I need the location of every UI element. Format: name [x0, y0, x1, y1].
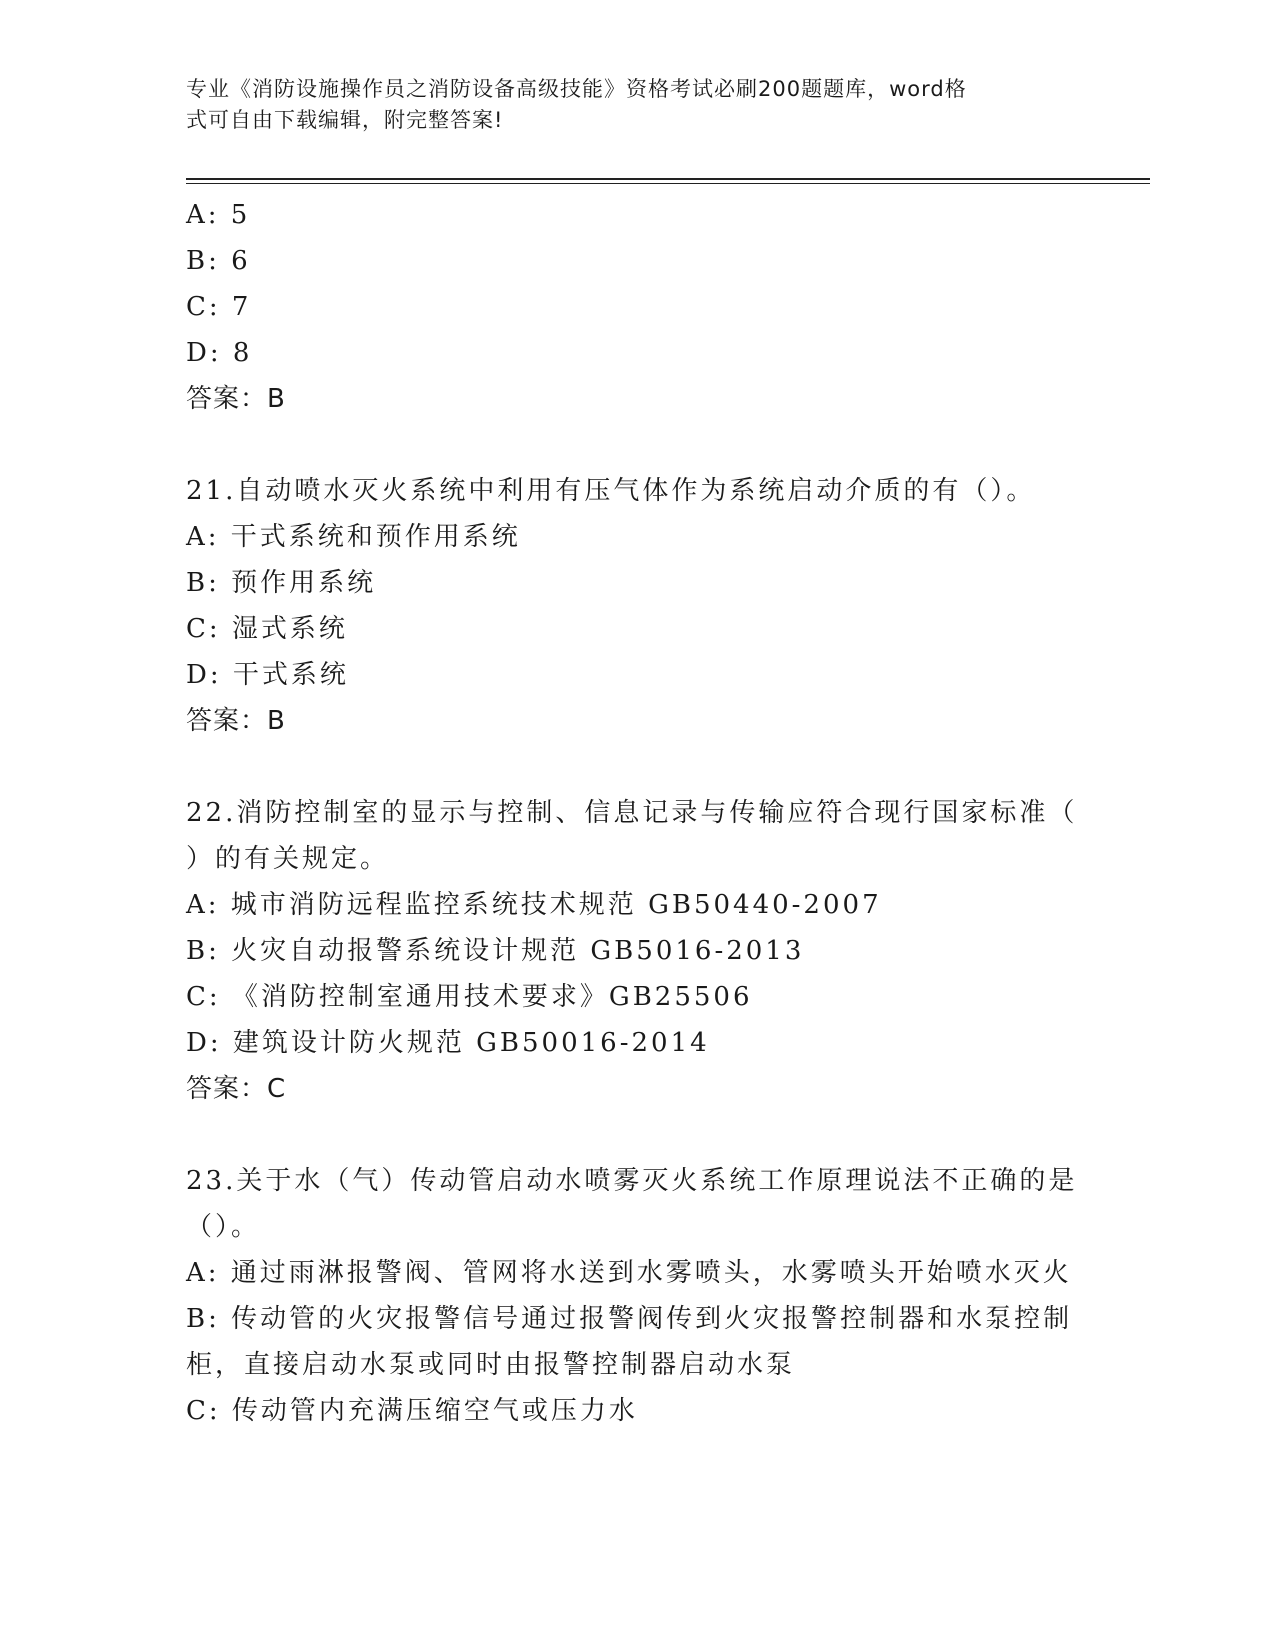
q22-question-line-1: 22.消防控制室的显示与控制、信息记录与传输应符合现行国家标准（: [186, 798, 1078, 828]
header-divider-thin: [186, 183, 1150, 184]
q22-option-d: D: 建筑设计防火规范 GB50016-2014: [186, 1028, 710, 1058]
q23-option-b-line-1: B: 传动管的火灾报警信号通过报警阀传到火灾报警控制器和水泵控制: [186, 1304, 1073, 1334]
q23-option-a: A: 通过雨淋报警阀、管网将水送到水雾喷头，水雾喷头开始喷水灭火: [186, 1258, 1072, 1288]
q23-option-c: C: 传动管内充满压缩空气或压力水: [186, 1396, 638, 1426]
prev-option-b: B: 6: [186, 246, 251, 276]
q21-question: 21.自动喷水灭火系统中利用有压气体作为系统启动介质的有（）。: [186, 476, 1036, 506]
prev-option-d: D: 8: [186, 338, 253, 368]
header-line-1: 专业《消防设施操作员之消防设备高级技能》资格考试必刷200题题库，word格: [186, 77, 967, 101]
q21-answer: 答案：B: [186, 706, 286, 736]
q22-option-a: A: 城市消防远程监控系统技术规范 GB50440-2007: [186, 890, 882, 920]
q22-question-line-2: ）的有关规定。: [186, 844, 390, 874]
q21-option-b: B: 预作用系统: [186, 568, 377, 598]
question-content: [186, 192, 1086, 1434]
q21-option-a: A: 干式系统和预作用系统: [186, 522, 521, 552]
prev-option-a: A: 5: [186, 200, 251, 230]
q23-question-line-2: （）。: [186, 1212, 261, 1242]
header-line-2: 式可自由下载编辑，附完整答案!: [186, 108, 504, 132]
prev-option-c: C: 7: [186, 292, 252, 322]
q23-option-b-line-2: 柜，直接启动水泵或同时由报警控制器启动水泵: [186, 1350, 796, 1380]
prev-answer: 答案：B: [186, 384, 286, 414]
q22-option-b: B: 火灾自动报警系统设计规范 GB5016-2013: [186, 936, 805, 966]
q22-answer: 答案：C: [186, 1074, 287, 1104]
q21-option-c: C: 湿式系统: [186, 614, 348, 644]
q23-question-line-1: 23.关于水（气）传动管启动水喷雾灭火系统工作原理说法不正确的是: [186, 1166, 1078, 1196]
q21-option-d: D: 干式系统: [186, 660, 349, 690]
header-divider-thick: [186, 178, 1150, 180]
document-header: [186, 74, 1066, 136]
q22-option-c: C: 《消防控制室通用技术要求》GB25506: [186, 982, 753, 1012]
